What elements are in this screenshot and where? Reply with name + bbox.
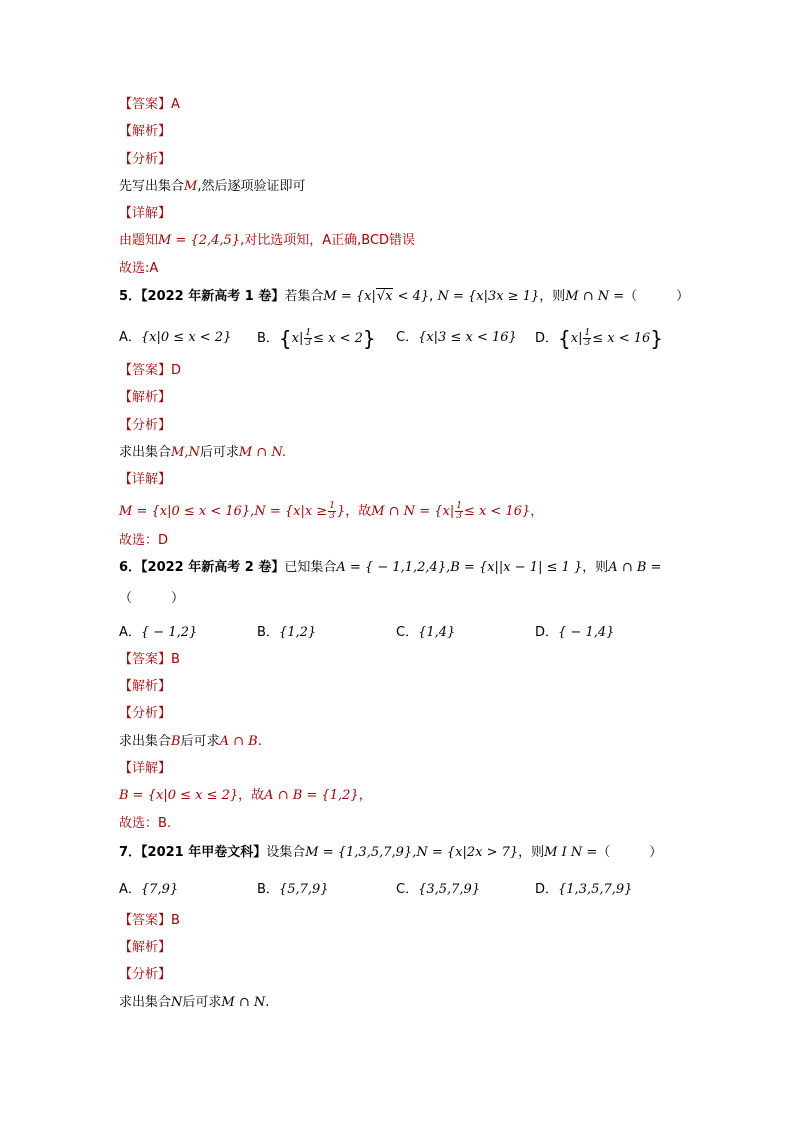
fenxi-text: 先写出集合M,然后逐项验证即可	[119, 179, 306, 194]
question-stem: 6．【2022 年新高考 2 卷】已知集合A = { − 1,1,2,4},B = {x||x − 1| ≤ 1 }，则A ∩ B =	[119, 560, 662, 575]
option-a: A．{ − 1,2}	[119, 625, 198, 640]
question-stem: 7．【2021 年甲卷文科】设集合M = {1,3,5,7,9},N = {x|2x > 7}，则M I N =（ ）	[119, 845, 663, 860]
fenxi-tag: 【分析】	[119, 706, 172, 721]
question-source: 【2022 年新高考 2 卷】	[141, 560, 285, 575]
answer-line	[119, 96, 180, 114]
fenxi-text: 求出集合N后可求M ∩ N.	[119, 995, 270, 1010]
option-d: D．{1,3,5,7,9}	[535, 882, 633, 897]
answer-line	[119, 362, 181, 380]
question-stem: 5．【2022 年新高考 1 卷】若集合M = {x|√x < 4}, N = {x|3x ≥ 1}，则M ∩ N =（ ）	[119, 289, 690, 304]
question-source: 【2022 年新高考 1 卷】	[141, 289, 285, 304]
analysis-tag: 【解析】	[119, 679, 172, 694]
option-d: D．{ − 1,4}	[535, 625, 615, 640]
option-c: C．{x|3 ≤ x < 16}	[396, 330, 517, 345]
fenxi-tag: 【分析】	[119, 418, 172, 433]
fenxi-text: 求出集合B后可求A ∩ B.	[119, 734, 262, 749]
detail-text: 由题知M = {2,4,5},对比选项知，A正确,BCD错误	[119, 233, 416, 248]
option-d: D．{x| $\frac{1}{3}$ ≤ x < 16}	[535, 326, 663, 351]
answer-tag: 【答案】	[119, 913, 172, 928]
option-c: C．{3,5,7,9}	[396, 882, 481, 897]
fenxi-tag: 【分析】	[119, 967, 172, 982]
answer-tag: 【答案】	[119, 652, 172, 667]
detail-text: B = {x|0 ≤ x ≤ 2}，故A ∩ B = {1,2}，	[119, 788, 372, 803]
question-source: 【2021 年甲卷文科】	[141, 845, 267, 860]
analysis-tag: 【解析】	[119, 390, 172, 405]
analysis-tag: 【解析】	[119, 124, 172, 139]
fenxi-tag: 【分析】	[119, 152, 172, 167]
option-a: A．{x|0 ≤ x < 2}	[119, 330, 232, 345]
option-a: A．{7,9}	[119, 882, 179, 897]
detail-tag: 【详解】	[119, 472, 172, 487]
option-b: B．{x| $\frac{1}{3}$ ≤ x < 2}	[257, 326, 376, 351]
detail-tag: 【详解】	[119, 761, 172, 776]
answer-line	[119, 912, 180, 930]
conclusion-text: 故选：B.	[119, 816, 172, 831]
option-b: B．{5,7,9}	[257, 882, 329, 897]
answer-tag: 【答案】	[119, 363, 172, 378]
conclusion-text: 故选：D	[119, 533, 169, 548]
sqrt-symbol: √x	[376, 289, 393, 304]
answer-value: B	[171, 652, 180, 667]
fenxi-text: 求出集合M,N后可求M ∩ N.	[119, 445, 287, 460]
answer-paren: （ ）	[119, 591, 185, 606]
detail-text: M = {x|0 ≤ x < 16},N = {x|x ≥ $\frac{1}{3}$ }，故M ∩ N = {x| $\frac{1}{3}$ ≤ x < 16}，	[119, 501, 544, 521]
answer-value: B	[171, 913, 180, 928]
option-c: C．{1,4}	[396, 625, 456, 640]
conclusion-text: 故选:A	[119, 261, 159, 276]
answer-line	[119, 651, 180, 669]
option-b: B．{1,2}	[257, 625, 317, 640]
answer-value: A	[171, 97, 180, 112]
analysis-tag: 【解析】	[119, 940, 172, 955]
detail-tag: 【详解】	[119, 206, 172, 221]
answer-value: D	[171, 363, 182, 378]
answer-tag: 【答案】	[119, 97, 172, 112]
